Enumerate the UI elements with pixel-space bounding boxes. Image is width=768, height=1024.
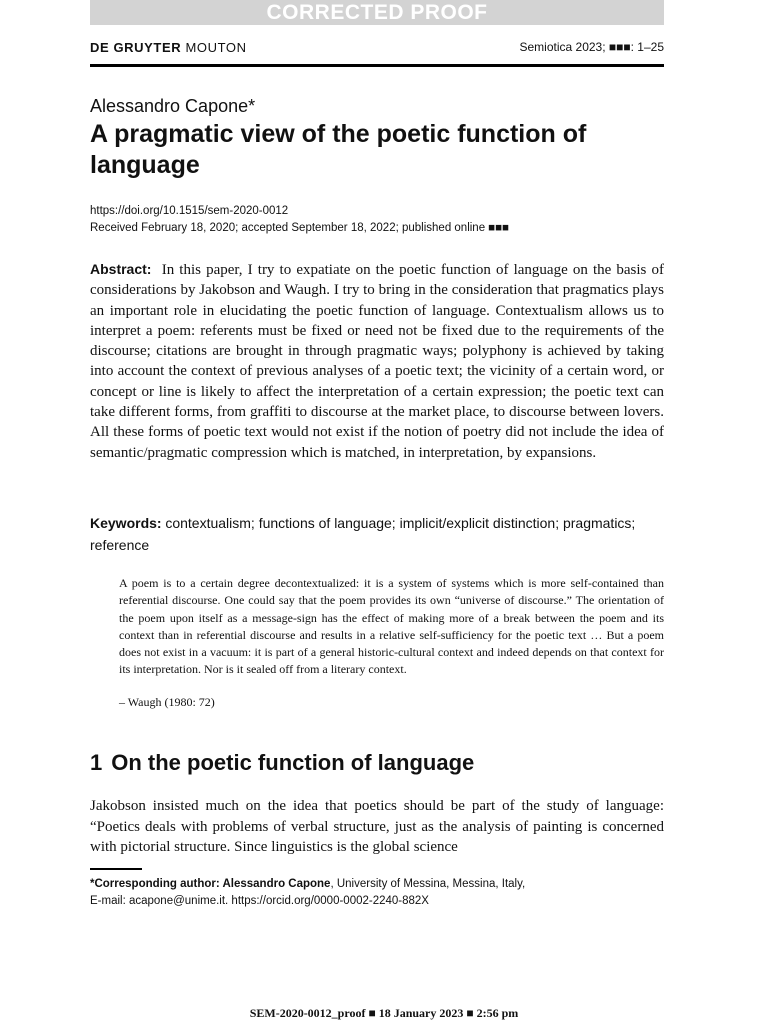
keywords <box>90 513 664 557</box>
header-rule <box>90 64 664 67</box>
footnote-line-1 <box>90 876 664 893</box>
proof-footer: SEM-2020-0012_proof ■ 18 January 2023 ■ 2:56 pm <box>249 1006 519 1020</box>
section-number: 1 <box>90 750 103 775</box>
author-contact: E-mail: acapone@unime.it. https://orcid.org/0000-0002-2240-882X <box>90 895 429 907</box>
section-title: On the poetic function of language <box>111 750 475 775</box>
footnote-rule <box>90 868 142 870</box>
article-author: Alessandro Capone* <box>90 96 256 116</box>
publisher-name-rest: MOUTON <box>185 40 247 55</box>
doi-link[interactable]: https://doi.org/10.1515/sem-2020-0012 <box>90 205 289 217</box>
section-body-text: Jakobson insisted much on the idea that poetics should be part of the study of language: “Poetics deals with problems of verbal structure, just as the analysis of painting is concerned with pictorial structure. Since linguistics is the global science <box>90 798 664 856</box>
abstract <box>90 259 664 463</box>
abstract-text: In this paper, I try to expatiate on the poetic function of language on the basis of considerations by Jakobson and Waugh. I try to bring in the consideration that pragmatics plays an important role in elucidating the poetic function of language. Contextualism allows us to interpret a poem: referents must be fixed or need not be fixed due to the requirements of the discourse; citations are brought in through pragmatic ways; polyphony is achieved by taking into account the context of previous analyses of a poetic text; the vicinity of a certain word, or concept or line is likely to affect the interpretation of a certain expression; the poetic text can take different forms, from graffiti to discourse at the market place, to discourse between lovers. All these forms of poetic text would not exist if the notion of poetry did not include the idea of semantic/pragmatic compression which is matched, in interpretation, by expansions. <box>90 262 665 461</box>
author-affiliation: , University of Messina, Messina, Italy, <box>330 878 526 890</box>
epigraph-quote: A poem is to a certain degree decontextualized: it is a system of systems which is more self-contained than referential discourse. One could say that the poem provides its own “universe of discourse.” The orientation of the poem upon itself as a message-sign has the effect of making more of a break between the poem and its context than in referential discourse and results in a relative self-sufficiency for the poetic text … But a poem does not exist in a vacuum: it is part of a general historic-cultural context and indeed depends on that context for its interpretation. Nor is it sealed off from a literary context. <box>119 576 664 677</box>
keywords-text: contextualism; functions of language; implicit/explicit distinction; pragmatics; reference <box>90 515 636 553</box>
publisher-name-bold: DE GRUYTER <box>90 40 182 55</box>
corrected-proof-banner: CORRECTED PROOF <box>90 0 664 25</box>
abstract-label: Abstract: <box>90 261 152 277</box>
section-heading <box>90 748 474 778</box>
keywords-label: Keywords: <box>90 515 162 531</box>
article-title: A pragmatic view of the poetic function of language <box>90 120 587 179</box>
journal-citation: Semiotica 2023; ■■■: 1–25 <box>519 40 664 54</box>
publisher-name <box>90 40 247 55</box>
footnote <box>90 876 664 910</box>
article-meta <box>90 203 664 237</box>
corresponding-author-label: *Corresponding author: Alessandro Capone <box>90 878 331 890</box>
page-header <box>90 40 664 58</box>
article-dates: Received February 18, 2020; accepted September 18, 2022; published online ■■■ <box>90 222 510 234</box>
epigraph-attribution: – Waugh (1980: 72) <box>119 695 215 709</box>
